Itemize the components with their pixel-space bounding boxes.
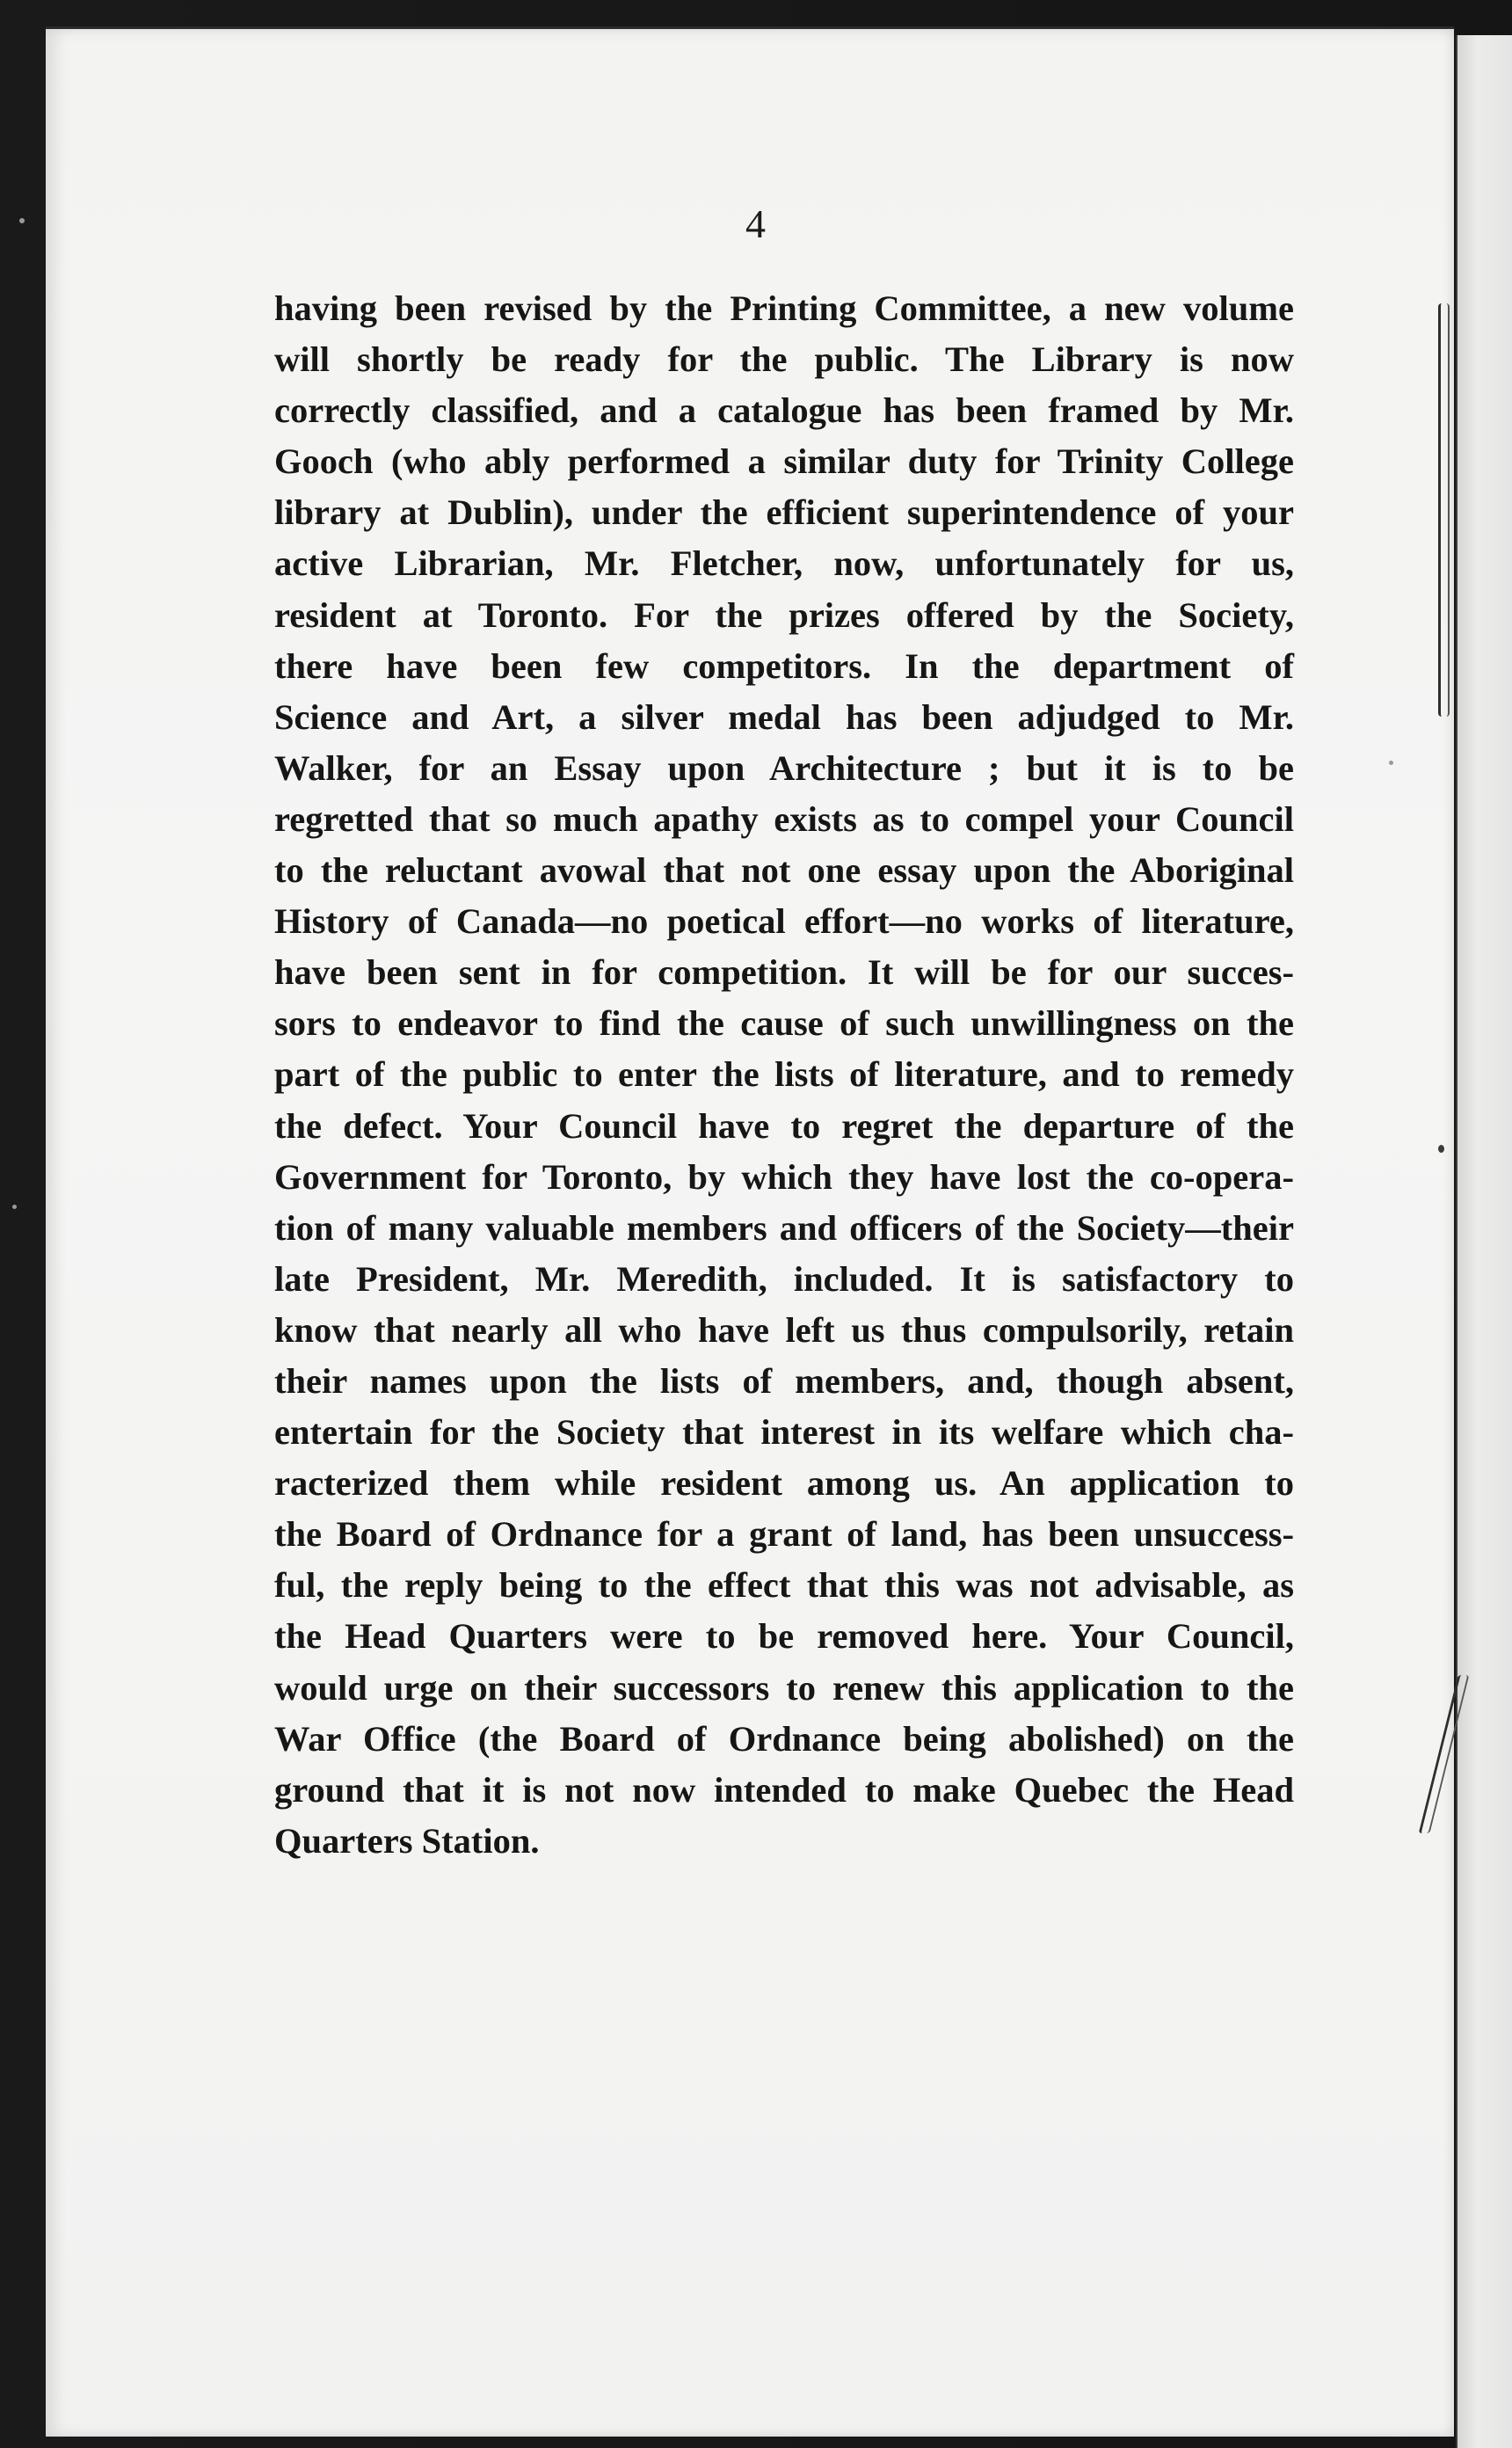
facing-page-edge	[1456, 35, 1512, 2448]
text-line: part of the public to enter the lists of literature, and to remedy	[274, 1054, 1294, 1095]
scan-speck	[1438, 1145, 1444, 1153]
text-line: there have been few competitors. In the department of	[274, 645, 1294, 686]
text-line: ful, the reply being to the effect that this was not advisable, as	[274, 1565, 1294, 1606]
scan-speck	[1389, 761, 1393, 765]
text-line: would urge on their successors to renew this application to the	[274, 1667, 1294, 1708]
text-line: to the reluctant avowal that not one essay upon the Aboriginal	[274, 850, 1294, 891]
binding-thread-upper	[1438, 303, 1450, 717]
text-line: know that nearly all who have left us thus compulsorily, retain	[274, 1309, 1294, 1350]
text-line: tion of many valuable members and officers of the Society—their	[274, 1207, 1294, 1248]
text-line: will shortly be ready for the public. The Library is now	[274, 339, 1294, 380]
text-line: have been sent in for competition. It will be for our succes-	[274, 952, 1294, 993]
text-line: entertain for the Society that interest in its welfare which cha-	[274, 1412, 1294, 1453]
text-line: racterized them while resident among us. An application to	[274, 1463, 1294, 1504]
text-line: War Office (the Board of Ordnance being abolished) on the	[274, 1718, 1294, 1759]
body-paragraph	[274, 283, 1294, 1867]
text-line: Science and Art, a silver medal has been adjudged to Mr.	[274, 696, 1294, 737]
page-number: 4	[745, 201, 767, 246]
text-line: sors to endeavor to find the cause of such unwillingness on the	[274, 1003, 1294, 1044]
text-line: ground that it is not now intended to make Quebec the Head	[274, 1769, 1294, 1810]
text-line: Gooch (who ably performed a similar duty for Trinity College	[274, 441, 1294, 482]
text-line: correctly classified, and a catalogue has been framed by Mr.	[274, 390, 1294, 431]
text-line: Quarters Station.	[274, 1820, 540, 1861]
text-line: active Librarian, Mr. Fletcher, now, unfortunately for us,	[274, 543, 1294, 584]
text-line: the Head Quarters were to be removed here. Your Council,	[274, 1616, 1294, 1657]
text-line: Walker, for an Essay upon Architecture ; but it is to be	[274, 747, 1294, 788]
text-line: regretted that so much apathy exists as to compel your Council	[274, 798, 1294, 839]
text-line: their names upon the lists of members, and, though absent,	[274, 1360, 1294, 1401]
text-line: the defect. Your Council have to regret the departure of the	[274, 1105, 1294, 1146]
text-line: having been revised by the Printing Committee, a new volume	[274, 288, 1294, 328]
text-line: library at Dublin), under the efficient superintendence of your	[274, 492, 1294, 533]
scan-speck	[12, 1205, 17, 1209]
text-line: the Board of Ordnance for a grant of land, has been unsuccess-	[274, 1514, 1294, 1555]
text-line: resident at Toronto. For the prizes offered by the Society,	[274, 594, 1294, 635]
text-line: late President, Mr. Meredith, included. It is satisfactory to	[274, 1258, 1294, 1299]
text-line: Government for Toronto, by which they have lost the co-opera-	[274, 1156, 1294, 1197]
text-line: History of Canada—no poetical effort—no works of literature,	[274, 901, 1294, 942]
